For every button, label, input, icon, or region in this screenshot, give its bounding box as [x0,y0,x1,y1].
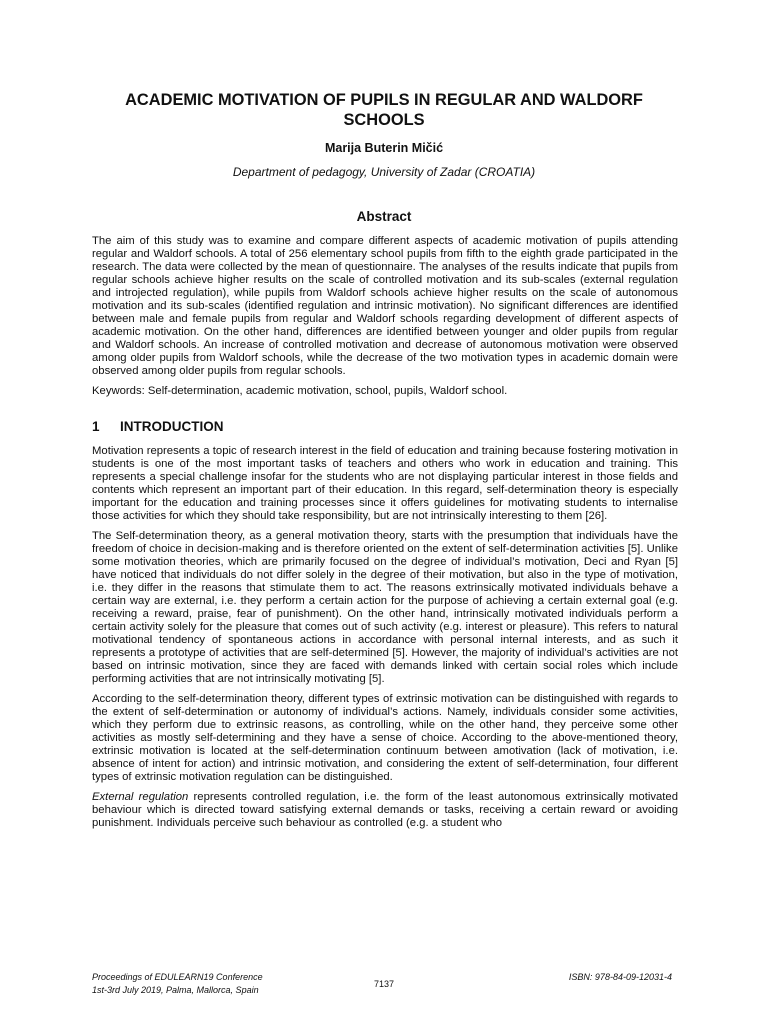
paper-title: ACADEMIC MOTIVATION OF PUPILS IN REGULAR AND WALDORF SCHOOLS [125,91,643,129]
conference-name: Proceedings of EDULEARN19 Conference [92,972,263,982]
paragraph-4-text: represents controlled regulation, i.e. the form of the least autonomous extrinsically motivated behaviour which is directed toward satisfying external demands or tasks, receiving a certain reward or avoiding punishment. Individuals perceive such behaviour as controlled (e.g. a student who [92,791,679,829]
section-heading-introduction [92,419,678,435]
paragraph-2: The Self-determination theory, as a general motivation theory, starts with the presumption that individuals have the freedom of choice in decision-making and is therefore oriented on the extent of self-determination activities [5]. Unlike some motivation theories, which are primarily focused on the degree of individual’s motivation, Deci and Ryan [5] have noticed that individuals do not differ solely in the degree of their motivation, but also in the type of motivation, i.e. they differ in the reasons that stimulate them to act. The reasons extrinsically motivated individuals behave a certain way are external, i.e. they perform a certain action for the purpose of achieving a certain external goal (e.g. receiving a reward, praise, fear of punishment). On the other hand, intrinsically motivated individuals perform a certain activity solely for the pleasure that comes out of such activity (e.g. interest or pleasure). This refers to natural motivational tendency of spontaneous actions in accordance with personal internal interests, and as such it represents a prototype of activities that are self-determined [5]. However, the majority of individual’s activities are not based on intrinsic motivation, since they are faced with demands linked with certain social roles which include performing activities that are not intrinsically motivating [5]. [92,530,678,685]
author-affiliation: Department of pedagogy, University of Zadar (CROATIA) [232,165,536,179]
author-name: Marija Buterin Mičić [324,141,444,155]
body-text [92,235,678,837]
abstract-heading: Abstract [356,209,412,224]
keywords: Keywords: Self-determination, academic motivation, school, pupils, Waldorf school. [92,385,508,397]
paragraph-3: According to the self-determination theory, different types of extrinsic motivation can be distinguished with regards to the extent of self-determination or autonomy of individual’s actions. Namely, individuals consider some activities, which they perform due to extrinsic reasons, as controlling, while on the other hand, they perceive some other activities as mostly self-determining and they have a sense of choice. According to the above-mentioned theory, extrinsic motivation is located at the self-determination continuum between amotivation (lack of motivation, i.e. absence of intent for action) and intrinsic motivation, and considering the extent of self-determination, four different types of extrinsic motivation regulation can be distinguished. [92,693,678,783]
conference-dates: 1st-3rd July 2019, Palma, Mallorca, Spain [92,985,259,995]
footer-conference [92,971,263,997]
term-external-regulation: External regulation [92,791,189,803]
footer-isbn: ISBN: 978-84-09-12031-4 [568,972,672,982]
page-number: 7137 [373,979,395,989]
abstract-text: The aim of this study was to examine and compare different aspects of academic motivation of pupils attending regular and Waldorf schools. A total of 256 elementary school pupils from fifth to the eighth grade participated in the research. The data were collected by the mean of questionnaire. The analyses of the results indicate that pupils from regular schools achieve higher results on the scale of controlled motivation and its sub-scales (external regulation and introjected regulation), while pupils from Waldorf schools achieve higher results on the scale of autonomous motivation and its sub-scales (identified regulation and intrinsic motivation). No significant differences are identified between male and female pupils from regular and Waldorf schools regarding development of different aspects of academic motivation. On the other hand, differences are identified between younger and older pupils from regular and Waldorf schools. An increase of controlled motivation and decrease of autonomous motivation were observed among older pupils from Waldorf schools, while the decrease of the two motivation types in academic domain were observed among older pupils from regular schools. [92,235,678,377]
paragraph-4 [92,791,678,830]
section-title: INTRODUCTION [120,419,224,434]
section-number: 1 [92,419,100,434]
paragraph-1: Motivation represents a topic of research interest in the field of education and training because fostering motivation in students is one of the most important tasks of teachers and others who work in education and training. This represents a special challenge insofar for the students who are not displaying particular interest in those fields and contents which represent an important part of their education. In this regard, self-determination theory is especially important for the education and training processes since it offers guidelines for motivating students to internalise those activities for which they should take responsibility, but are not intrinsically interesting to them [26]. [92,445,678,522]
